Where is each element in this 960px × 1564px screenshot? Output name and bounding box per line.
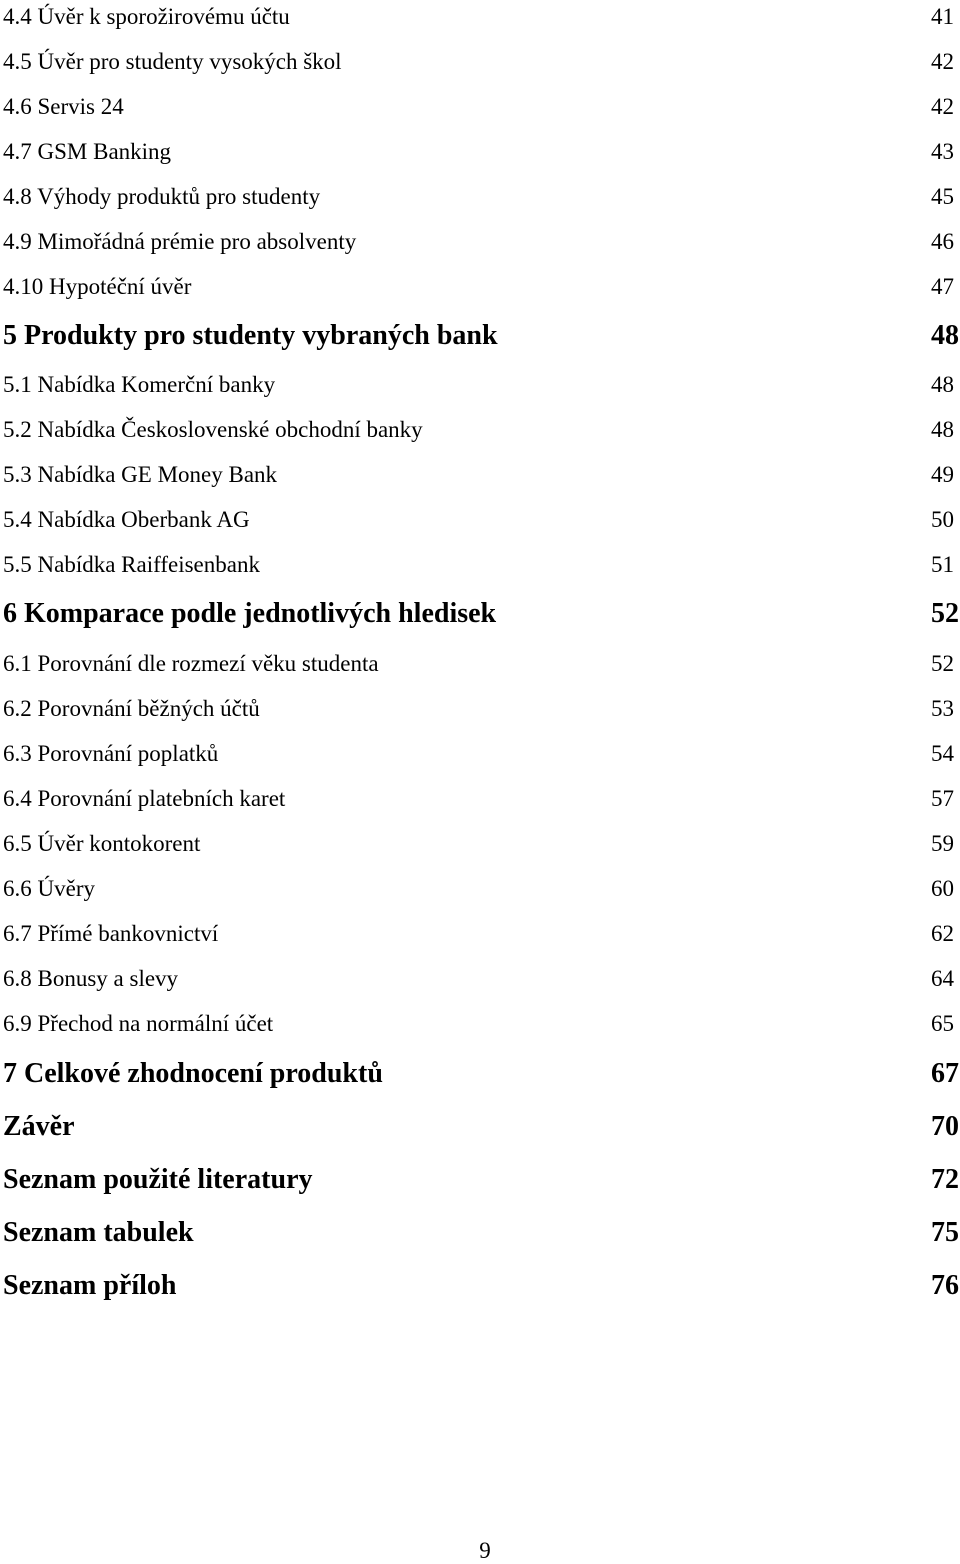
- toc-entry-page: 53: [931, 696, 954, 721]
- toc-entry-page: 43: [931, 139, 954, 164]
- toc-entry: [3, 921, 954, 947]
- toc-chapter-page: 75: [931, 1217, 959, 1248]
- toc-chapter-title: Seznam příloh: [3, 1270, 177, 1301]
- toc-entry-page: 42: [931, 94, 954, 119]
- toc-chapter: [3, 1270, 959, 1302]
- toc-chapter: [3, 1058, 959, 1090]
- toc-entry-page: 52: [931, 651, 954, 676]
- toc-entry: [3, 139, 954, 165]
- page-number: 9: [479, 1538, 491, 1563]
- toc-entry-page: 41: [931, 4, 954, 29]
- toc-entry-page: 57: [931, 786, 954, 811]
- toc-chapter: [3, 1164, 959, 1196]
- toc-entry-title: 6.5 Úvěr kontokorent: [3, 831, 201, 856]
- toc-entry-page: 62: [931, 921, 954, 946]
- toc-entry: [3, 786, 954, 812]
- toc-entry: [3, 4, 954, 30]
- toc-entry: [3, 696, 954, 722]
- toc-entry-title: 6.2 Porovnání běžných účtů: [3, 696, 260, 721]
- toc-entry: [3, 966, 954, 992]
- toc-entry-page: 60: [931, 876, 954, 901]
- toc-entry-page: 64: [931, 966, 954, 991]
- toc-entry-page: 54: [931, 741, 954, 766]
- toc-chapter-title: 5 Produkty pro studenty vybraných bank: [3, 320, 498, 351]
- toc-chapter-page: 48: [931, 320, 959, 351]
- toc-entry-page: 50: [931, 507, 954, 532]
- toc-entry-title: 6.6 Úvěry: [3, 876, 95, 901]
- toc-chapter: [3, 1217, 959, 1249]
- toc-entry-title: 6.9 Přechod na normální účet: [3, 1011, 274, 1036]
- toc-entry-page: 51: [931, 552, 954, 577]
- toc-entry-title: 6.4 Porovnání platebních karet: [3, 786, 286, 811]
- toc-chapter-page: 67: [931, 1058, 959, 1089]
- toc-entry-page: 65: [931, 1011, 954, 1036]
- toc-chapter-title: 7 Celkové zhodnocení produktů: [3, 1058, 383, 1089]
- toc-entry-title: 5.1 Nabídka Komerční banky: [3, 372, 276, 397]
- toc-chapter: [3, 598, 959, 630]
- toc-entry-title: 6.3 Porovnání poplatků: [3, 741, 219, 766]
- toc-entry-title: 5.5 Nabídka Raiffeisenbank: [3, 552, 260, 577]
- toc-chapter-title: Seznam tabulek: [3, 1217, 194, 1248]
- toc-entry: [3, 741, 954, 767]
- toc-entry: [3, 274, 954, 300]
- toc-entry: [3, 184, 954, 210]
- toc-entry-title: 4.8 Výhody produktů pro studenty: [3, 184, 321, 209]
- toc-entry-title: 4.9 Mimořádná prémie pro absolventy: [3, 229, 357, 254]
- toc-entry: [3, 372, 954, 398]
- toc-entry: [3, 49, 954, 75]
- toc-chapter-page: 52: [931, 598, 959, 629]
- toc-entry-title: 5.3 Nabídka GE Money Bank: [3, 462, 278, 487]
- toc-entry: [3, 876, 954, 902]
- toc-chapter-title: 6 Komparace podle jednotlivých hledisek: [3, 598, 497, 629]
- toc-entry-title: 4.4 Úvěr k sporožirovému účtu: [3, 4, 290, 29]
- toc-entry-page: 42: [931, 49, 954, 74]
- toc-entry-title: 6.1 Porovnání dle rozmezí věku studenta: [3, 651, 379, 676]
- toc-entry-page: 48: [931, 372, 954, 397]
- toc-entry: [3, 831, 954, 857]
- toc-entry-title: 4.10 Hypotéční úvěr: [3, 274, 192, 299]
- toc-chapter: [3, 320, 959, 352]
- toc-chapter-page: 70: [931, 1111, 959, 1142]
- toc-entry: [3, 229, 954, 255]
- toc-entry-title: 4.5 Úvěr pro studenty vysokých škol: [3, 49, 342, 74]
- toc-entry-title: 6.8 Bonusy a slevy: [3, 966, 179, 991]
- toc-entry: [3, 1011, 954, 1037]
- toc-chapter-page: 72: [931, 1164, 959, 1195]
- toc-entry-page: 49: [931, 462, 954, 487]
- toc-entry-page: 47: [931, 274, 954, 299]
- toc-entry: [3, 417, 954, 443]
- toc-entry: [3, 651, 954, 677]
- toc-entry-title: 6.7 Přímé bankovnictví: [3, 921, 219, 946]
- toc-entry: [3, 462, 954, 488]
- toc-entry-title: 4.7 GSM Banking: [3, 139, 172, 164]
- toc-chapter-page: 76: [931, 1270, 959, 1301]
- toc-entry-page: 46: [931, 229, 954, 254]
- toc-entry: [3, 94, 954, 120]
- toc-entry-page: 48: [931, 417, 954, 442]
- toc-entry: [3, 507, 954, 533]
- toc-entry-title: 5.2 Nabídka Československé obchodní banky: [3, 417, 423, 442]
- toc-chapter-title: Seznam použité literatury: [3, 1164, 313, 1195]
- toc-entry-page: 59: [931, 831, 954, 856]
- toc-entry: [3, 552, 954, 578]
- toc-entry-title: 5.4 Nabídka Oberbank AG: [3, 507, 250, 532]
- toc-entry-title: 4.6 Servis 24: [3, 94, 124, 119]
- toc-chapter-title: Závěr: [3, 1111, 75, 1142]
- toc-entry-page: 45: [931, 184, 954, 209]
- toc-chapter: [3, 1111, 959, 1143]
